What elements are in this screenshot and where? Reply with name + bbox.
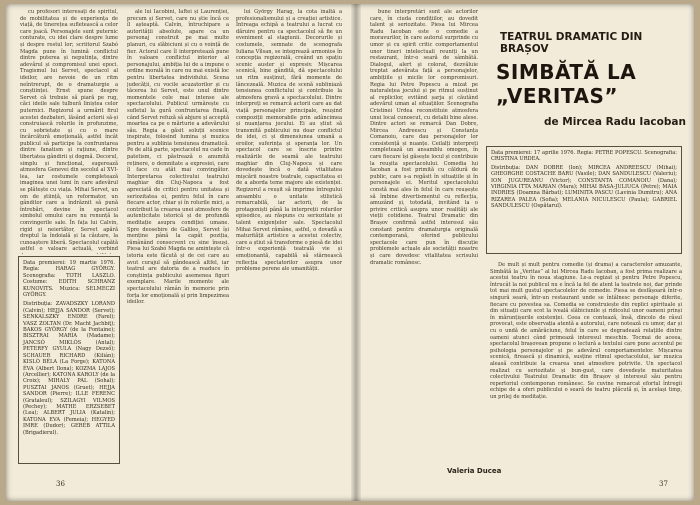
article-signature: Valeria Ducea	[447, 467, 502, 475]
left-page-column-2-text	[127, 9, 229, 465]
right-page-column-2-text	[490, 262, 682, 467]
play-title: SIMBĂTĂ LA „VERITAS”	[496, 60, 637, 108]
left-page-column-1-text	[20, 9, 118, 254]
article-paragraph: lui György Harag, la cota înaltă a profesionalismului și a creației artistice. Întreaga echipă a teatrului a lucrat cu dăruire pentru ca spectacolul să fie un eveniment al stagiunii. Decorurile și costumele, semnate de scenografa Iuliana Vîlsan, se integrează armonios în concepția regizorală, creând un spațiu scenic auster și expresiv. Mișcarea scenică, bine gândită, dă spectacolului un ritm susținut, fără momente de lâncezeală. Muzica de scenă subliniază tensiunea conflictului și contribuie la atmosfera gravă a spectacolului. Dintre interpreți se remarcă actorii care au dat viață personajelor principale, reușind compoziții memorabile prin adâncimea și nuanțarea jocului. Ei au știut să transmită publicului nu doar conflictul de idei, ci și dimensiunea umană a eroilor, suferința și speranța lor. Un spectacol care se înscrie printre realizările de seamă ale teatrului maghiar din Cluj-Napoca și care dovedește încă o dată vitalitatea mișcării noastre teatrale, capacitatea ei de a aborda teme majore ale existenței. Regizorul a reușit să imprime întregului ansamblu o unitate stilistică remarcabilă, iar actorii, de la protagoniști până la interpreții rolurilor episodice, au răspuns cu seriozitate și talent exigențelor sale. Spectacolul Mihai Servet rămâne, astfel, o dovadă a maturității artistice a acestui colectiv, care a știut să transforme o piesă de idei într-o experiență teatrală vie și emoționantă, capabilă să stârnească reflecția spectatorilor asupra unor probleme perene ale umanității.	[236, 9, 342, 273]
article-paragraph: bune interpretări sunt ale actorilor care, în ciuda condițiilor, au dovedit talent și seriozitate. Piesa lui Mircea Radu Iacoban este o comedie a moravurilor, în care autorul surprinde cu umor și cu spirit critic comportamentul unor tineri intelectuali reuniți la un restaurant, într-o seară de sâmbătă. Dialogul, alert și colorat, dezvăluie treptat adevărata față a personajelor, ambițiile și micile lor compromisuri. Regia lui Petre Popescu a mizat pe naturalețea jocului și pe ritmul susținut al replicilor, evitând șarja și căutând adevărul uman al situațiilor. Scenografia Cristinei Urdea reconstituie atmosfera unui local cunoscut, cu detalii bine alese. Dintre actori se remarcă Dan Dobre, Mircea Andreescu și Constanța Comanoiu, care dau personajelor lor consistență și nuanțe. Ceilalți interpreți completează un ansamblu omogen, în care fiecare își găsește locul și contribuie la reușita spectacolului. Comedia lui Iacoban a fost primită cu căldură de public, care s-a regăsit în situațiile și în personajele ei. Meritul spectacolului constă mai ales în felul în care reușește să îmbine divertismentul cu reflecția, amuzând și, totodată, invitând la o privire critică asupra unor realități ale vieții cotidiene. Teatrul Dramatic din Brașov confirmă astfel interesul său constant pentru dramaturgia originală contemporană, oferind publicului spectacole care pun în discuție problemele actuale ale societății noastre și care dovedesc vitalitatea scrisului dramatic românesc.	[370, 9, 478, 266]
left-cast-credit: Distribuția: ZAVADSZKY LORAND (Calvin); HEJJA SANDOR (Servet); SENKALSZKY ENDRE (Farel); VASZ ZOLTAN (Dr. Macht Jachbiţ); BAKOS GYÖRGY (de la Fontaine); BISZTRAI MARIA (Madame); JANCSÓ MIKLÓS (Antal); PETERFY GYULA (Nagy Dezső); SCHAUER RICHARD (Kilián); KISLÓ BÉLA (La Forge); KATONA ÉVA (Albert Ilona); KOZMA LAJOS (Arcellier); KATONA KAROLY (de la Croix); MIHALY PAL (Sohal); PUSZTAI JANOS (Gruet); HEJJA SANDOR (Pierre); ILLE FERENC (Grataleul); SZILAGYI VILMOS (Pechey); MATHE ERZSEBET (Lea); ALBERT JULIA (Katalin); KATONA EVA (Femeia); HEGYED IMRE (Dudor); GERÉB ATTILA (Brigadierul).	[23, 301, 115, 436]
right-page-credits-box	[486, 146, 682, 254]
book-gutter	[351, 4, 361, 501]
article-paragraph: cu profesori interesați de spiritul, de mobilitatea și de experiența de viață, de tinerețea sufletească a celor care joacă. Personajele sunt puternic conturate, cu idei clare despre lume și despre rostul lor; scriitorul Szabó Magda pune în lumină conflictul dintre puterea și neputința, dintre adevărul și compromisul unei epoci. Tragismul lui Servet, spectacol al ideilor, are nevoie de un ritm neîntrerupt, de o dramaturgie a conștiinței. Ernst spune despre Servet că trebuie să piară pe rug, căci ideile sale tulbură liniștea celor puternici. Regizorul a urmărit firul acestei dezbateri, lăsând actorii să-și construiască rolurile în profunzime, cu sobrietate și cu o mare încărcătură emoțională, astfel încât publicul să participe la confruntarea dintre fanatism și rațiune, dintre libertatea gândirii și dogmă. Decorul, simplu și funcțional, sugerează atmosfera Genevei din secolul al XVI-lea, iar costumele completează imaginea unei lumi în care adevărul se plătește cu viața. Mihai Servet, un om de știință, un reformator, un gânditor care a îndrăznit să pună întrebări, devine în spectacol simbolul omului care nu renunță la convingerile sale. În fața lui Calvin, rigid și neiertător, Servet apără dreptul la îndoială și la căutare, la cunoaștere liberă. Spectacolul capătă astfel o valoare actuală, vorbind	[20, 9, 118, 253]
left-page-column-3-text	[236, 9, 342, 465]
right-page-column-1-text	[370, 9, 478, 461]
left-page-credits-box	[18, 256, 120, 464]
page-number-left: 36	[56, 480, 65, 488]
play-author: de Mircea Radu Iacoban	[544, 116, 686, 128]
page-number-right: 37	[659, 480, 668, 488]
right-cast-credit: Distribuția: DAN DOBRE (Ion); MIRCEA ANDREESCU (Mihai); GHEORGHE COSTACHE BARU (Vasile); DAN SANDULESCU (Valeriu); ION JUGUREANU (Victor); CONSTANTA COMANOIU (Dana); VIRGINIA ITTA MARIAN (Mara); MIHAI BASA-JULIUCA (Petre); MAIA INDRIEȘ (Doamna Bărbat); LUMINITA PASCU (Lavinia Dumitru); ANA RIZAREA PALEA (Sofia); MELANIA NICULESCU (Paula); GABRIEL SANDULESCU (Ospătarul).	[491, 164, 677, 210]
theatre-name: TEATRUL DRAMATIC DIN BRAȘOV	[500, 31, 643, 55]
left-premiere-credit: Data premierei: 19 martie 1976. Regia: HARAG GYÖRGY. Scenografia: TOTH LASZLO. Costume: EDITH SCHRANZ KUNOVITS. Muzica: SELMECZI GYÖRGY.	[23, 260, 115, 299]
article-paragraph: De mult și mult pentru comedie (și drama) a caracterelor amuzante, Simbătă la „Veritas” al lui Mircea Radu Iacoban, a fost prima realizare a acestui teatru în noua stagiune. Le-a regizat și pentru Petre Popescu, întrucât la noi publicul nu e încă la fel de atent la teatrele noi, dar prinde tot mai mult gustul spectacolelor de comedie. Piesa se desfășoară într-o singură seară, într-un restaurant unde se întâlnesc personaje diferite, fiecare cu povestea sa. Comedia se construiește din replici spirituale și din situații care scot la iveală slăbiciunile și ridicolul unor oameni prinși în mărunțișurile existenței. Ceea ce contează, însă, dincolo de râsul provocat, este observația atentă a autorului, care notează cu umor, dar și cu o undă de amărăciune, felul în care se degradează relațiile dintre oameni atunci când primează interesul meschin. Tocmai de aceea, spectacolul brașovean propune o lectură a textului care pune accentul pe psihologia personajelor și pe adevărul comportamentelor. Mișcarea scenică, firească și dinamică, susține ritmul spectacolului, iar muzica aleasă contribuie la crearea unei atmosfere potrivite. Un spectacol realizat cu seriozitate și bun-gust, care dovedește maturitatea colectivului Teatrului Dramatic din Brașov și interesul său pentru repertoriul contemporan românesc. Se cuvine remarcat efortul întregii echipe de a oferi publicului o seară de teatru plăcută și, în același timp, un prilej de meditație.	[490, 262, 682, 400]
article-paragraph: ale lui Iacobini, Iaftei și Laurenției, precum și Servet, care nu știe încă ce îl așteaptă. Calvin, întruchipare a autorității absolute, apare ca un personaj construit pe mai multe planuri, cu slăbiciuni și cu o voință de fier. Actorul care îl interpretează pune în valoare conflictul interior al personajului, ambiția lui de a impune o ordine morală în care nu mai există loc pentru libertatea individului. Scena judecății, cu vocile acuzatorilor și cu tăcerea lui Servet, este unul dintre momentele cele mai intense ale spectacolului. Publicul urmărește cu sufletul la gură confruntarea finală, când Servet refuză să abjure și acceptă moartea ca pe o mărturie a adevărului său. Regia a găsit soluții scenice inspirate, folosind lumina și muzica pentru a sublinia tensiunea dramatică. Pe de altă parte, spectacolul nu cade în patetism, ci păstrează o anumită reținere, o demnitate a expresiei, care îl face cu atât mai convingător. Interpretarea colectivului teatrului maghiar din Cluj-Napoca a fost apreciată de critici pentru unitatea și seriozitatea ei, pentru felul în care fiecare actor, chiar și în rolurile mici, a contribuit la crearea unei atmosfere de autenticitate istorică și de profundă meditație asupra condiției umane. Spre deosebire de Galileo, Servet își menține până la capăt poziția, rămânând consecvent cu sine însuși. Piesa lui Szabó Magda ne amintește că istoria este făcută și de cei care au avut curajul să gândească altfel, iar teatrul are datoria de a readuce în conștiința publicului asemenea figuri exemplare. Marile momente ale spectacolului rămân în memorie prin forța lor emoțională și prin limpezimea ideilor.	[127, 9, 229, 306]
right-premiere-credit: Data premierei: 17 aprilie 1976. Regia: PETRE POPESCU. Scenografia: CRISTINA URDEA.	[491, 150, 677, 163]
